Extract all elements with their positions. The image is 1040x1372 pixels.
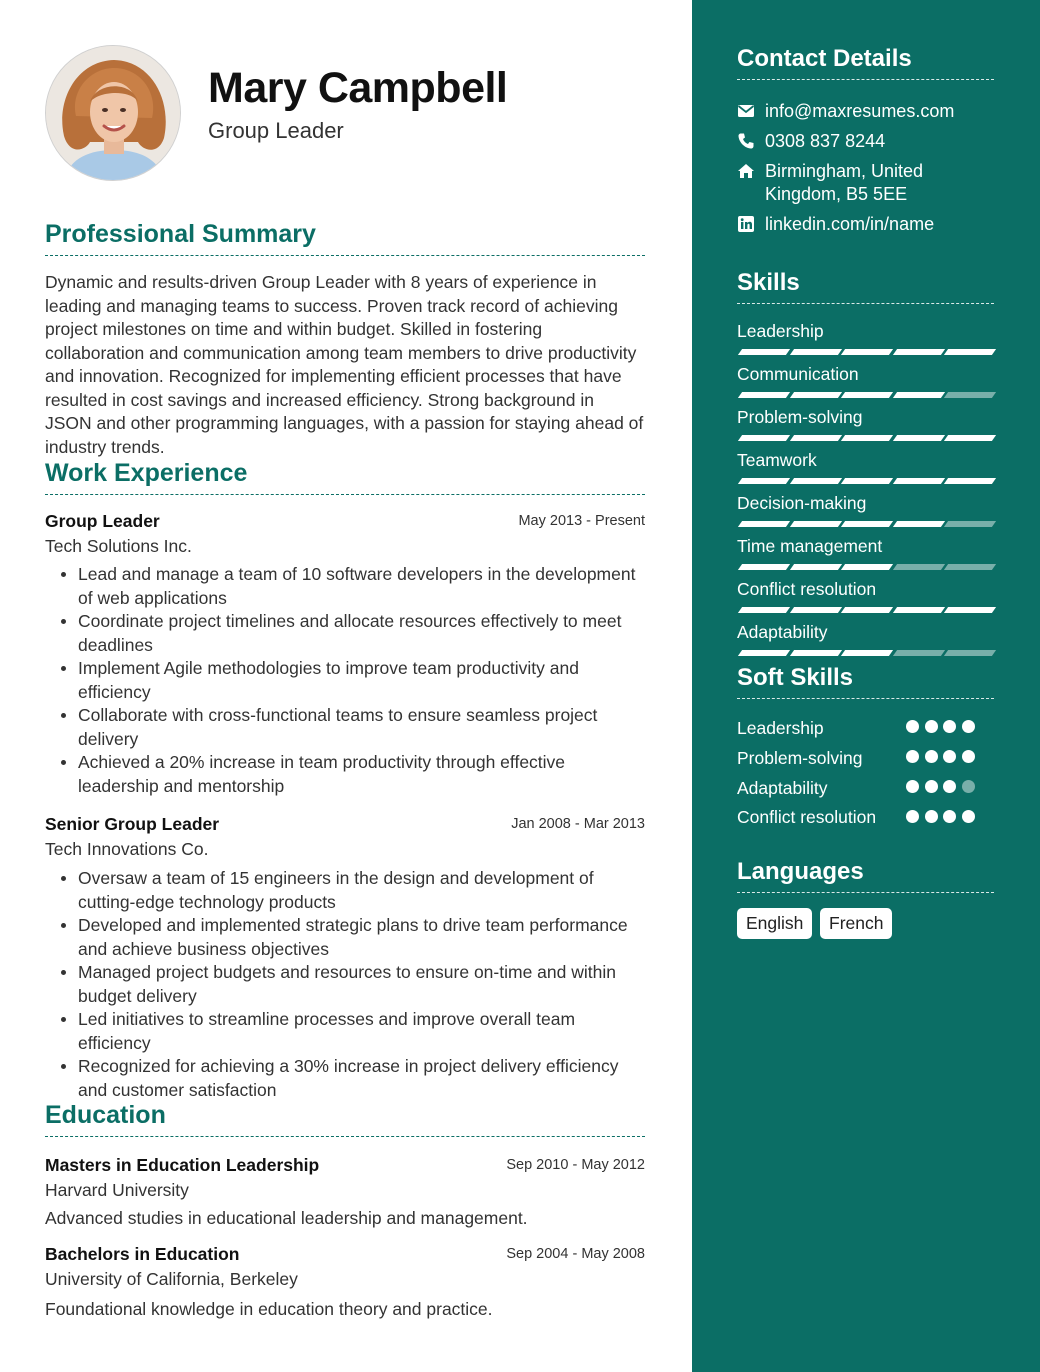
skill-level-bar <box>737 650 993 656</box>
skill-segment-filled <box>738 349 790 355</box>
education-dates: Sep 2010 - May 2012 <box>506 1157 645 1173</box>
linkedin-icon <box>737 215 755 233</box>
skill-segment-filled <box>944 435 996 441</box>
skill-segment-empty <box>944 521 996 527</box>
phone-text: 0308 837 8244 <box>765 131 886 151</box>
job-bullets <box>45 867 645 1102</box>
email-text: info@maxresumes.com <box>765 101 955 121</box>
skill-segment-filled <box>892 435 944 441</box>
language-chip-french: French <box>820 908 892 939</box>
experience-heading: Work Experience <box>45 459 645 495</box>
school-name: University of California, Berkeley <box>45 1269 298 1289</box>
skill-segment-filled <box>789 521 841 527</box>
skill-segment-filled <box>789 349 841 355</box>
soft-skill-rating <box>906 720 986 734</box>
rating-dot-filled <box>962 750 975 763</box>
rating-dot-filled <box>962 720 975 733</box>
linkedin-text: linkedin.com/in/name <box>765 214 935 234</box>
list-item: Developed and implemented strategic plans to drive team performance and achieve business objectives <box>78 914 645 961</box>
skill-label: Problem-solving <box>737 407 863 427</box>
education-dates: Sep 2004 - May 2008 <box>506 1246 645 1262</box>
job-title: Group Leader <box>45 511 160 531</box>
skill-label: Communication <box>737 364 859 384</box>
list-item: Implement Agile methodologies to improve team productivity and efficiency <box>78 657 645 704</box>
soft-skill-rating <box>906 810 986 824</box>
soft-skill-label: Problem-solving <box>737 748 863 768</box>
skill-label: Teamwork <box>737 450 817 470</box>
skill-segment-filled <box>944 607 996 613</box>
skill-segment-empty <box>892 564 944 570</box>
job-bullets <box>45 563 645 798</box>
skills-heading: Skills <box>737 269 994 304</box>
job-dates: May 2013 - Present <box>518 513 645 529</box>
contact-heading: Contact Details <box>737 45 994 80</box>
skill-level-bar <box>737 521 993 527</box>
soft-skill-label: Leadership <box>737 718 824 738</box>
skill-segment-filled <box>738 607 790 613</box>
skill-segment-empty <box>892 650 944 656</box>
language-chip-english: English <box>737 908 812 939</box>
skill-label: Adaptability <box>737 622 828 642</box>
skill-level-bar <box>737 478 993 484</box>
rating-dot-filled <box>943 810 956 823</box>
skill-segment-filled <box>738 435 790 441</box>
job-dates: Jan 2008 - Mar 2013 <box>511 816 645 832</box>
job-company: Tech Solutions Inc. <box>45 536 192 556</box>
list-item: Achieved a 20% increase in team productivity through effective leadership and mentorship <box>78 751 645 798</box>
skill-label: Decision-making <box>737 493 867 513</box>
avatar <box>45 45 181 181</box>
skill-level-bar <box>737 435 993 441</box>
skill-level-bar <box>737 607 993 613</box>
skill-level-bar <box>737 392 993 398</box>
rating-dot-empty <box>962 780 975 793</box>
skill-level-bar <box>737 349 993 355</box>
degree-title: Bachelors in Education <box>45 1244 240 1264</box>
job-company: Tech Innovations Co. <box>45 839 209 859</box>
phone-icon <box>737 132 755 150</box>
candidate-title: Group Leader <box>208 118 344 143</box>
soft-skill-rating <box>906 780 986 794</box>
skill-segment-filled <box>892 392 944 398</box>
skill-segment-filled <box>738 650 790 656</box>
rating-dot-filled <box>906 780 919 793</box>
skill-segment-filled <box>892 349 944 355</box>
rating-dot-filled <box>943 720 956 733</box>
skill-level-bar <box>737 564 993 570</box>
summary-heading: Professional Summary <box>45 220 645 256</box>
rating-dot-filled <box>925 720 938 733</box>
skill-segment-filled <box>841 650 893 656</box>
skill-segment-filled <box>789 478 841 484</box>
home-icon <box>737 162 755 180</box>
education-entry <box>45 1244 645 1290</box>
skill-segment-filled <box>841 521 893 527</box>
skill-segment-filled <box>841 435 893 441</box>
skill-segment-filled <box>892 521 944 527</box>
skill-segment-empty <box>944 564 996 570</box>
rating-dot-filled <box>925 780 938 793</box>
list-item: Led initiatives to streamline processes and improve overall team efficiency <box>78 1008 645 1055</box>
skill-segment-filled <box>789 607 841 613</box>
languages-heading: Languages <box>737 858 994 893</box>
rating-dot-filled <box>906 810 919 823</box>
education-description: Foundational knowledge in education theory and practice. <box>45 1299 493 1319</box>
job-entry <box>45 511 645 557</box>
list-item: Recognized for achieving a 30% increase in project delivery efficiency and customer satisfaction <box>78 1055 645 1102</box>
skill-label: Leadership <box>737 321 824 341</box>
skill-segment-filled <box>944 349 996 355</box>
skill-segment-filled <box>738 521 790 527</box>
skill-segment-empty <box>944 650 996 656</box>
summary-text: Dynamic and results-driven Group Leader with 8 years of experience in leading and managing teams to success. Proven track record of achieving project milestones on time and within budget. Skilled in fostering collaboration and communication among team members to drive productivity and innovation. Recognized for implementing efficient processes that have resulted in cost savings and increased efficiency. Strong background in JSON and other programming languages, with a passion for staying ahead of industry trends. <box>45 272 644 457</box>
list-item: Collaborate with cross-functional teams to ensure seamless project delivery <box>78 704 645 751</box>
skill-segment-filled <box>841 478 893 484</box>
rating-dot-filled <box>925 750 938 763</box>
job-title: Senior Group Leader <box>45 814 220 834</box>
skill-segment-filled <box>789 392 841 398</box>
school-name: Harvard University <box>45 1180 189 1200</box>
soft-skill-label: Conflict resolution <box>737 807 877 827</box>
rating-dot-filled <box>925 810 938 823</box>
skill-segment-filled <box>841 607 893 613</box>
envelope-icon <box>737 102 755 120</box>
rating-dot-filled <box>943 750 956 763</box>
address-text: Birmingham, United Kingdom, B5 5EE <box>765 161 924 204</box>
job-entry <box>45 814 645 860</box>
education-heading: Education <box>45 1101 645 1137</box>
education-description: Advanced studies in educational leadership and management. <box>45 1208 528 1228</box>
list-item: Oversaw a team of 15 engineers in the design and development of cutting-edge technology products <box>78 867 645 914</box>
list-item: Coordinate project timelines and allocate resources effectively to meet deadlines <box>78 610 645 657</box>
skill-segment-filled <box>892 478 944 484</box>
skill-segment-filled <box>789 564 841 570</box>
skill-segment-empty <box>944 392 996 398</box>
soft-skills-heading: Soft Skills <box>737 664 994 699</box>
skill-segment-filled <box>738 478 790 484</box>
skill-segment-filled <box>738 564 790 570</box>
candidate-name: Mary Campbell <box>208 64 508 112</box>
skill-segment-filled <box>789 435 841 441</box>
list-item: Lead and manage a team of 10 software developers in the development of web applications <box>78 563 645 610</box>
skill-label: Time management <box>737 536 883 556</box>
list-item: Managed project budgets and resources to ensure on-time and within budget delivery <box>78 961 645 1008</box>
skill-segment-filled <box>841 349 893 355</box>
rating-dot-filled <box>962 810 975 823</box>
rating-dot-filled <box>943 780 956 793</box>
skill-label: Conflict resolution <box>737 579 877 599</box>
skill-segment-filled <box>738 392 790 398</box>
skill-segment-filled <box>841 564 893 570</box>
soft-skill-rating <box>906 750 986 764</box>
profile-photo <box>46 46 181 181</box>
skill-segment-filled <box>892 607 944 613</box>
skill-segment-filled <box>944 478 996 484</box>
skill-segment-filled <box>789 650 841 656</box>
rating-dot-filled <box>906 750 919 763</box>
rating-dot-filled <box>906 720 919 733</box>
degree-title: Masters in Education Leadership <box>45 1155 320 1175</box>
education-entry <box>45 1155 645 1201</box>
skill-segment-filled <box>841 392 893 398</box>
soft-skill-label: Adaptability <box>737 778 828 798</box>
